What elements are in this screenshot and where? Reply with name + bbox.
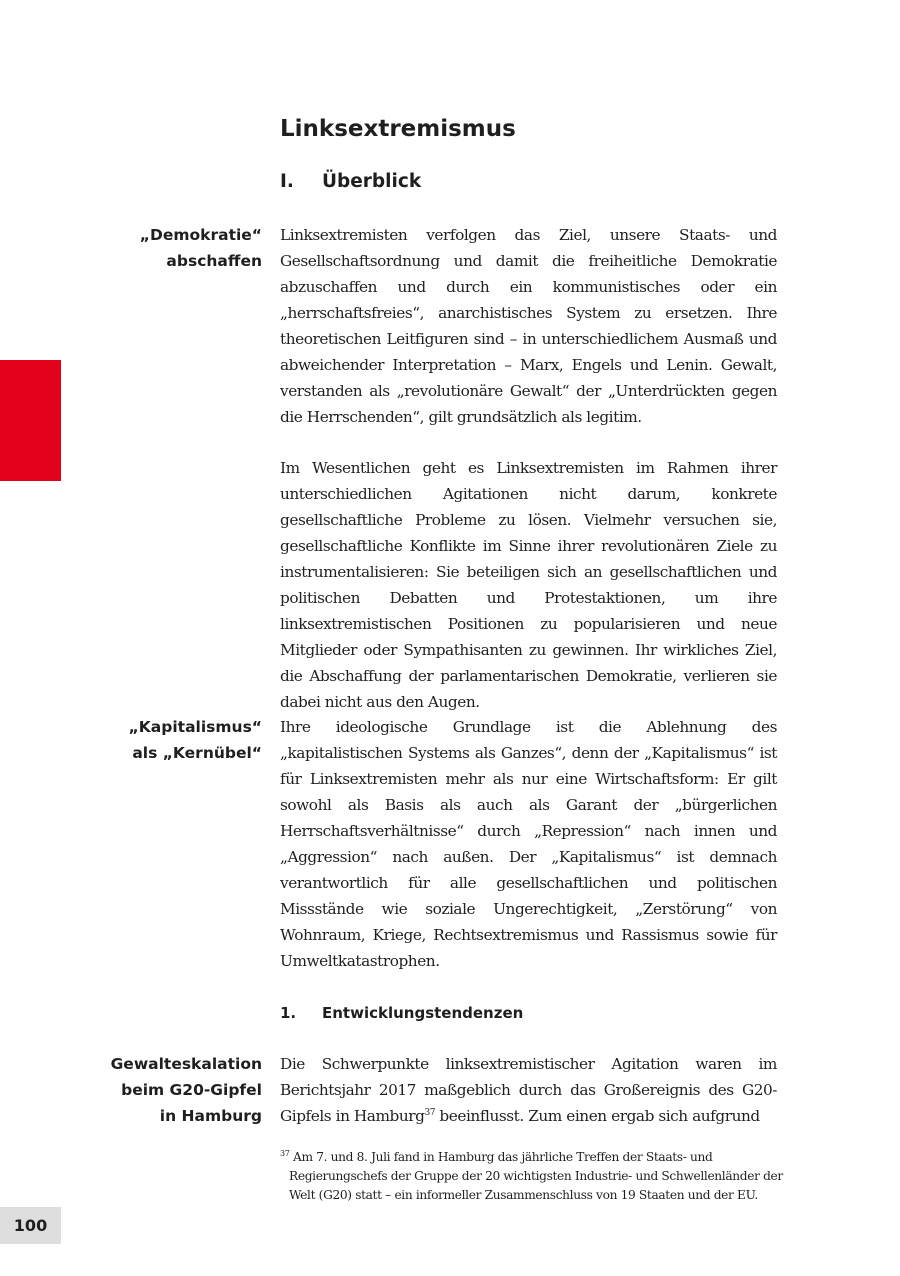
margin-note-g20 <box>62 1051 262 1129</box>
paragraph-text: Die Schwerpunkte linksextremistischer Agitation waren im Berichtsjahr 2017 maßgeblich durch das Großereignis des G20-Gipfels in Hamburg <box>280 1055 777 1125</box>
subsection-title: Entwicklungstendenzen <box>322 1004 524 1022</box>
footnote-marker: 37 <box>280 1148 290 1158</box>
margin-note-kapitalismus <box>62 714 262 766</box>
footnote-text: Am 7. und 8. Juli fand in Hamburg das jährliche Treffen der Staats- und Regierungschefs der Gruppe der 20 wichtigsten Industrie- und Schwellenländer der Welt (G20) statt – ein informeller Zusammenschluss von 19 Staaten und der EU. <box>289 1150 783 1202</box>
body-paragraph: Ihre ideologische Grundlage ist die Ablehnung des „kapitalistischen Systems als Ganzes“, denn der „Kapitalismus“ ist für Linksextremisten mehr als nur eine Wirtschaftsform: Er gilt sowohl als Basis als auch als Garant der „bürgerlichen Herrschaftsverhältnisse“ durch „Repression“ nach innen und „Aggression“ nach außen. Der „Kapitalismus“ ist demnach verantwortlich für alle gesellschaftlichen und politischen Missstände wie soziale Ungerechtigkeit, „Zerstörung“ von Wohnraum, Kriege, Rechtsextremismus und Rassismus sowie für Umweltkatastrophen. <box>280 718 777 970</box>
margin-note-line: in Hamburg <box>159 1107 262 1125</box>
body-paragraph: Im Wesentlichen geht es Linksextremisten im Rahmen ihrer unterschiedlichen Agitationen nicht darum, konkrete gesellschaftliche Probleme zu lösen. Vielmehr versuchen sie, gesellschaftliche Konflikte im Sinne ihrer revolutionären Ziele zu instrumentalisieren: Sie beteiligen sich an gesellschaftlichen und politischen Debatten und Protestaktionen, um ihre linksextremistischen Positionen zu popularisieren und neue Mitglieder oder Sympathisanten zu gewinnen. Ihr wirkliches Ziel, die Abschaffung der parlamentarischen Demokratie, verlieren sie dabei nicht aus den Augen. <box>280 459 777 711</box>
margin-note-line: Gewalteskalation <box>110 1055 262 1073</box>
paragraph-text: beeinflusst. Zum einen ergab sich aufgrund <box>435 1107 760 1125</box>
body-paragraph: Linksextremisten verfolgen das Ziel, unsere Staats- und Gesellschaftsordnung und damit die freiheitliche Demokratie abzuschaffen und durch ein kommunistisches oder ein „herrschaftsfreies“, anarchistisches System zu ersetzen. Ihre theoretischen Leitfiguren sind – in unterschiedlichem Ausmaß und abweichender Interpretation – Marx, Engels und Lenin. Gewalt, verstanden als „revolutionäre Gewalt“ der „Unterdrückten gegen die Herrschenden“, gilt grundsätzlich als legitim. <box>280 226 777 426</box>
margin-note-line: als „Kernübel“ <box>132 744 262 762</box>
chapter-title: Linksextremismus <box>280 116 516 142</box>
margin-note-line: „Kapitalismus“ <box>128 718 262 736</box>
margin-note-line: abschaffen <box>166 252 262 270</box>
margin-note-demokratie <box>62 222 262 274</box>
section-number: I. <box>280 171 294 192</box>
margin-note-line: beim G20-Gipfel <box>121 1081 262 1099</box>
margin-note-line: „Demokratie“ <box>139 226 262 244</box>
footnote <box>280 1148 786 1205</box>
subsection-heading <box>280 1000 523 1026</box>
section-heading <box>280 168 421 196</box>
section-title: Überblick <box>322 171 422 192</box>
chapter-color-tab <box>0 360 61 481</box>
page-number: 100 <box>0 1207 61 1244</box>
body-paragraph <box>280 1051 777 1129</box>
footnote-reference[interactable]: 37 <box>424 1107 436 1118</box>
subsection-number: 1. <box>280 1004 297 1022</box>
